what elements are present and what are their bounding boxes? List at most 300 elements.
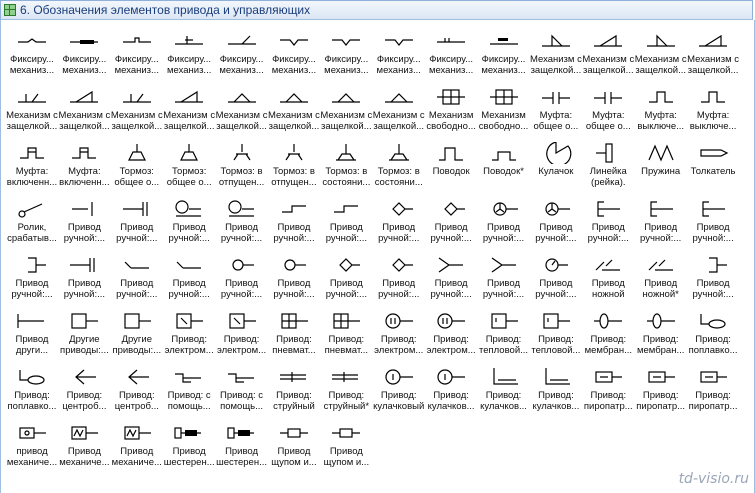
stencil-shape[interactable]: [320, 26, 372, 82]
shape-label: Привод: электром...: [374, 334, 424, 356]
manual-step-icon: [330, 198, 362, 220]
fix-vee-icon: [383, 30, 415, 52]
fix-check-icon: [226, 30, 258, 52]
brake-engaged-icon: [383, 142, 415, 164]
stencil-shape[interactable]: [530, 194, 582, 250]
mech-wave-icon: [68, 422, 100, 444]
watermark: td-visio.ru: [678, 471, 749, 487]
stencil-shape[interactable]: [320, 138, 372, 194]
jet-icon: [330, 366, 362, 388]
shape-label: Привод: кулачков...: [532, 390, 580, 412]
centrifugal-icon: [121, 366, 153, 388]
brake-engaged-icon: [330, 142, 362, 164]
shape-label: Механизм с защелкой...: [110, 110, 163, 132]
shape-label: Привод ручной:...: [430, 278, 472, 300]
pneumatic-icon: [278, 310, 310, 332]
stencil-shape[interactable]: [478, 26, 530, 82]
shape-label: Фиксиру... механиз...: [324, 54, 369, 76]
stencil-shape[interactable]: [216, 82, 268, 138]
stencil-shape[interactable]: [425, 306, 477, 362]
freewheel-cross-icon: [435, 86, 467, 108]
stencil-shape[interactable]: [687, 306, 739, 362]
shape-label: Муфта: выключе...: [689, 110, 737, 132]
stencil-shape[interactable]: [58, 362, 110, 418]
shape-label: Привод ручной:...: [482, 278, 525, 300]
helper-drive-icon: [226, 366, 258, 388]
shape-label: Привод щупом и...: [323, 446, 370, 468]
shape-label: Привод ручной:...: [168, 278, 210, 300]
pneumatic-icon: [330, 310, 362, 332]
manual-handwheel-icon: [173, 198, 205, 220]
shape-label: Привод механиче...: [111, 446, 162, 468]
shape-label: Привод ручной:...: [11, 278, 53, 300]
shape-label: Привод: тепловой...: [478, 334, 529, 356]
gear-drive-icon: [173, 422, 205, 444]
shape-label: Механизм с защелкой...: [320, 110, 373, 132]
latch-ramp-icon: [68, 86, 100, 108]
latch-ramp-icon: [173, 86, 205, 108]
foot-drive-icon: [645, 254, 677, 276]
stencil-titlebar[interactable]: [0, 0, 753, 20]
latch-triangle-icon: [645, 30, 677, 52]
shape-label: Привод ручной:...: [116, 222, 158, 244]
stencil-shape[interactable]: [163, 194, 215, 250]
shape-label: Привод ручной:...: [325, 222, 367, 244]
shape-label: Муфта: общее о...: [585, 110, 631, 132]
shape-label: Привод ручной:...: [273, 278, 315, 300]
shape-label: Пружина: [641, 166, 681, 177]
shape-label: Фиксиру... механиз...: [376, 54, 421, 76]
stencil-shape[interactable]: [58, 138, 110, 194]
shape-label: Привод: электром...: [217, 334, 267, 356]
shape-label: Привод ножной: [591, 278, 625, 300]
gear-drive-icon: [226, 422, 258, 444]
stencil-shape[interactable]: [268, 250, 320, 306]
shape-label: привод механиче...: [6, 446, 58, 468]
manual-wheel-icon: [540, 198, 572, 220]
shape-label: Привод ручной:...: [273, 222, 315, 244]
stencil-shape[interactable]: [6, 418, 58, 474]
manual-circle-icon: [278, 254, 310, 276]
clutch-off-icon: [645, 86, 677, 108]
stencil-shape[interactable]: [111, 362, 163, 418]
foot-drive-icon: [592, 254, 624, 276]
stencil-shape[interactable]: [6, 26, 58, 82]
stencil-shape[interactable]: [425, 194, 477, 250]
manual-step-icon: [278, 198, 310, 220]
stencil-shape[interactable]: [268, 306, 320, 362]
shape-label: Механизм с защелкой...: [268, 110, 320, 132]
shape-label: Привод: центроб...: [62, 390, 107, 412]
electromagnet-icon: [173, 310, 205, 332]
shape-label: Тормоз: в отпущен...: [271, 166, 317, 188]
stencil-shape[interactable]: [163, 418, 215, 474]
stencil-shape[interactable]: [320, 306, 372, 362]
manual-bracket-icon: [697, 254, 729, 276]
stencil-shape[interactable]: [6, 250, 58, 306]
stencil-shape[interactable]: [373, 250, 425, 306]
stencil-shape[interactable]: [58, 26, 110, 82]
shape-label: Механизм с защелкой...: [372, 110, 425, 132]
manual-fork-icon: [435, 254, 467, 276]
stencil-shape[interactable]: [163, 138, 215, 194]
thermal-icon: [540, 310, 572, 332]
shape-label: Механизм с защелкой...: [215, 110, 268, 132]
stencil-shape[interactable]: [582, 26, 634, 82]
shape-label: Привод: пиропатр...: [636, 390, 686, 412]
pyro-icon: [592, 366, 624, 388]
shape-label: Привод: кулачков...: [480, 390, 527, 412]
fix-twin-icon: [435, 30, 467, 52]
shape-label: Кулачок: [538, 166, 574, 177]
shape-label: Поводок*: [483, 166, 524, 177]
shape-label: Привод шестерен...: [216, 446, 268, 468]
manual-slash-icon: [173, 254, 205, 276]
motor-icon: [435, 310, 467, 332]
helper-drive-icon: [173, 366, 205, 388]
stencil-shape[interactable]: [111, 250, 163, 306]
stencil-shape[interactable]: [478, 138, 530, 194]
shape-label: Привод ручной:...: [430, 222, 472, 244]
freewheel-cross-icon: [488, 86, 520, 108]
stencil-shape[interactable]: [478, 250, 530, 306]
shape-label: Привод: струйный: [273, 390, 315, 412]
stencil-shape[interactable]: [6, 194, 58, 250]
stencil-shape[interactable]: [425, 82, 477, 138]
stencil-shape[interactable]: [268, 26, 320, 82]
stencil-shape[interactable]: [6, 306, 58, 362]
latch-ramp-icon: [697, 30, 729, 52]
stencil-shape[interactable]: [687, 26, 739, 82]
shape-label: Привод ручной:...: [378, 278, 420, 300]
stencil-shape[interactable]: [478, 362, 530, 418]
manual-wheel-icon: [488, 198, 520, 220]
shape-label: Привод ручной:...: [220, 222, 263, 244]
stencil-shape[interactable]: [111, 418, 163, 474]
spring-icon: [645, 142, 677, 164]
mech-box-icon: [16, 422, 48, 444]
shape-label: Механизм с защелкой...: [687, 54, 739, 76]
shape-label: Муфта: включенн...: [6, 166, 58, 188]
stencil-icon: [4, 4, 16, 16]
membrane-icon: [645, 310, 677, 332]
shape-label: Тормоз: общее о...: [114, 166, 160, 188]
stencil-shape[interactable]: [216, 194, 268, 250]
stencil-shape[interactable]: [58, 418, 110, 474]
stencil-shape[interactable]: [635, 250, 687, 306]
mech-wave-icon: [121, 422, 153, 444]
stencil-shape[interactable]: [530, 138, 582, 194]
latch-double-icon: [383, 86, 415, 108]
stencil-shape[interactable]: [111, 26, 163, 82]
stencil-shape[interactable]: [373, 306, 425, 362]
shape-label: Механизм свободно...: [426, 110, 476, 132]
stencil-shape[interactable]: [373, 82, 425, 138]
stencil-shape[interactable]: [687, 194, 739, 250]
cam-icon: [540, 142, 572, 164]
latch-double-icon: [278, 86, 310, 108]
shape-label: Фиксиру... механиз...: [166, 54, 212, 76]
latch-bar-icon: [16, 86, 48, 108]
manual-diamond-icon: [383, 254, 415, 276]
stencil-shape[interactable]: [425, 250, 477, 306]
shape-label: Привод: кулачков...: [427, 390, 475, 412]
shape-label: Механизм с защелкой...: [529, 54, 582, 76]
brake-released-icon: [278, 142, 310, 164]
latch-triangle-icon: [540, 30, 572, 52]
manual-handwheel-icon: [226, 198, 258, 220]
shape-label: Привод: с помощь...: [220, 390, 264, 412]
stencil-shape[interactable]: [530, 82, 582, 138]
stencil-shape[interactable]: [635, 82, 687, 138]
stencil-shape[interactable]: [582, 362, 634, 418]
latch-double-icon: [330, 86, 362, 108]
stencil-shape[interactable]: [530, 306, 582, 362]
shape-label: Привод щупом и...: [271, 446, 317, 468]
stencil-shape[interactable]: [635, 306, 687, 362]
clutch-off-icon: [697, 86, 729, 108]
shape-label: Привод ручной:...: [640, 222, 682, 244]
shape-label: Привод механиче...: [59, 446, 110, 468]
shape-label: Привод ручной:...: [692, 222, 734, 244]
latch-bar-icon: [121, 86, 153, 108]
stencil-shape[interactable]: [320, 362, 372, 418]
shape-label: Привод други...: [15, 334, 49, 356]
probe-icon: [330, 422, 362, 444]
float-icon: [697, 310, 729, 332]
pyro-icon: [697, 366, 729, 388]
shape-label: Муфта: выключе...: [637, 110, 685, 132]
shape-label: Привод: поплавко...: [7, 390, 57, 412]
shape-label: Привод ручной:...: [220, 278, 263, 300]
shape-label: Привод ручной:...: [692, 278, 734, 300]
shape-label: Механизм с защелкой...: [634, 54, 687, 76]
shape-label: Другие приводы:...: [112, 334, 162, 356]
stencil-shape[interactable]: [635, 138, 687, 194]
shape-label: Механизм свободно...: [478, 110, 529, 132]
shape-label: Привод: струйный*: [323, 390, 370, 412]
fix-vee-icon: [330, 30, 362, 52]
brake-icon: [121, 142, 153, 164]
manual-drive-icon: [68, 198, 100, 220]
shape-label: Тормоз: в состояни...: [322, 166, 371, 188]
brake-released-icon: [226, 142, 258, 164]
stencil-shape[interactable]: [268, 82, 320, 138]
clutch-on-icon: [16, 142, 48, 164]
shape-label: Привод ручной:...: [325, 278, 367, 300]
square-drive-icon: [68, 310, 100, 332]
shape-label: Механизм с защелкой...: [58, 110, 111, 132]
stencil-shape[interactable]: [687, 138, 739, 194]
stencil-shape[interactable]: [373, 138, 425, 194]
shape-label: Муфта: общее о...: [533, 110, 579, 132]
stencil-shape[interactable]: [582, 250, 634, 306]
shape-label: Привод: пневмат...: [272, 334, 316, 356]
membrane-icon: [592, 310, 624, 332]
stencil-shape[interactable]: [425, 362, 477, 418]
shape-label: Привод: центроб...: [114, 390, 159, 412]
carrier-icon: [435, 142, 467, 164]
stencil-shape[interactable]: [478, 306, 530, 362]
pusher-icon: [697, 142, 729, 164]
stencil-shape[interactable]: [478, 194, 530, 250]
shape-label: Привод: пиропатр...: [688, 390, 738, 412]
stencil-shape[interactable]: [635, 362, 687, 418]
stencil-shape[interactable]: [216, 138, 268, 194]
stencil-shape[interactable]: [687, 82, 739, 138]
fix-tee-icon: [173, 30, 205, 52]
clutch-gap-icon: [540, 86, 572, 108]
jet-icon: [278, 366, 310, 388]
stencil-shape[interactable]: [58, 194, 110, 250]
manual-bar-icon: [121, 198, 153, 220]
manual-fork-icon: [488, 254, 520, 276]
stencil-shape[interactable]: [582, 194, 634, 250]
float-icon: [16, 366, 48, 388]
stencil-shape[interactable]: [58, 250, 110, 306]
manual-gauge-icon: [540, 254, 572, 276]
stencil-shapes-panel: [0, 20, 755, 493]
shape-label: Привод: пневмат...: [324, 334, 369, 356]
manual-bracket-icon: [16, 254, 48, 276]
shape-label: Фиксиру... механиз...: [114, 54, 159, 76]
probe-icon: [278, 422, 310, 444]
clutch-on-icon: [68, 142, 100, 164]
shape-label: Механизм с защелкой...: [163, 110, 216, 132]
shape-label: Привод ручной:...: [587, 222, 629, 244]
shape-label: Привод ножной*: [642, 278, 679, 300]
stencil-shape[interactable]: [373, 362, 425, 418]
shape-label: Привод шестерен...: [163, 446, 215, 468]
centrifugal-icon: [68, 366, 100, 388]
shape-label: Привод ручной:...: [482, 222, 525, 244]
stencil-shape[interactable]: [320, 82, 372, 138]
shape-label: Привод: мембран...: [584, 334, 632, 356]
stencil-shape[interactable]: [320, 250, 372, 306]
cam-drive-icon: [435, 366, 467, 388]
stencil-shape[interactable]: [216, 418, 268, 474]
shape-label: Привод ручной:...: [378, 222, 420, 244]
stencil-shape[interactable]: [582, 138, 634, 194]
thermal-icon: [488, 310, 520, 332]
stencil-shape[interactable]: [320, 418, 372, 474]
stencil-shape[interactable]: [373, 194, 425, 250]
stencil-shape[interactable]: [111, 82, 163, 138]
shape-label: Поводок: [432, 166, 470, 177]
shape-label: Привод ручной:...: [63, 278, 106, 300]
stencil-shape[interactable]: [687, 250, 739, 306]
shape-label: Привод: электром...: [426, 334, 476, 356]
stencil-shape[interactable]: [268, 138, 320, 194]
stencil-shape[interactable]: [268, 362, 320, 418]
stencil-shape[interactable]: [111, 194, 163, 250]
manual-circle-icon: [226, 254, 258, 276]
stencil-shape[interactable]: [530, 250, 582, 306]
stencil-shape[interactable]: [163, 26, 215, 82]
manual-e-icon: [645, 198, 677, 220]
shape-label: Тормоз: в отпущен...: [218, 166, 265, 188]
stencil-shape[interactable]: [163, 82, 215, 138]
stencil-shape[interactable]: [530, 362, 582, 418]
stencil-shape[interactable]: [163, 362, 215, 418]
stencil-shape[interactable]: [216, 26, 268, 82]
stencil-shape[interactable]: [58, 306, 110, 362]
fix-vee-icon: [278, 30, 310, 52]
shape-label: Привод ручной:...: [535, 222, 577, 244]
manual-bar-icon: [68, 254, 100, 276]
stencil-shape[interactable]: [216, 306, 268, 362]
shape-label: Механизм с защелкой...: [582, 54, 635, 76]
cam-corner-icon: [488, 366, 520, 388]
stencil-shape[interactable]: [687, 362, 739, 418]
stencil-shape[interactable]: [635, 26, 687, 82]
shape-label: Фиксиру... механиз...: [481, 54, 526, 76]
manual-e-icon: [592, 198, 624, 220]
stencil-shape[interactable]: [163, 306, 215, 362]
stencil-shape[interactable]: [478, 82, 530, 138]
shape-label: Фиксиру... механиз...: [62, 54, 107, 76]
shape-label: Привод: электром...: [164, 334, 214, 356]
shape-label: Привод ручной:...: [168, 222, 210, 244]
shape-grid: [6, 26, 739, 474]
stencil-shape[interactable]: [6, 362, 58, 418]
stencil-shape[interactable]: [58, 82, 110, 138]
stencil-shape[interactable]: [320, 194, 372, 250]
fix-step-icon: [121, 30, 153, 52]
shape-label: Толкатель: [690, 166, 736, 177]
other-drive-icon: [16, 310, 48, 332]
stencil-shape[interactable]: [6, 82, 58, 138]
stencil-shape[interactable]: [530, 26, 582, 82]
stencil-shape[interactable]: [425, 138, 477, 194]
stencil-shape[interactable]: [268, 194, 320, 250]
stencil-shape[interactable]: [268, 418, 320, 474]
shape-label: Тормоз: общее о...: [166, 166, 212, 188]
stencil-shape[interactable]: [425, 26, 477, 82]
shape-label: Фиксиру... механиз...: [271, 54, 317, 76]
stencil-shape[interactable]: [582, 306, 634, 362]
fix-twinbar-icon: [488, 30, 520, 52]
shape-label: Привод: поплавко...: [688, 334, 738, 356]
stencil-shape[interactable]: [373, 26, 425, 82]
stencil-shape[interactable]: [216, 362, 268, 418]
shape-label: Привод: мембран...: [636, 334, 685, 356]
shape-label: Механизм с защелкой...: [6, 110, 58, 132]
stencil-shape[interactable]: [111, 306, 163, 362]
stencil-shape[interactable]: [635, 194, 687, 250]
stencil-shape[interactable]: [6, 138, 58, 194]
stencil-title: 6. Обозначения элементов привода и управляющих: [20, 3, 311, 17]
manual-e-icon: [697, 198, 729, 220]
rack-icon: [592, 142, 624, 164]
square-drive-icon: [121, 310, 153, 332]
manual-diamond-icon: [435, 198, 467, 220]
cam-corner-icon: [540, 366, 572, 388]
roller-icon: [16, 198, 48, 220]
cam-drive-icon: [383, 366, 415, 388]
stencil-shape[interactable]: [582, 82, 634, 138]
shape-label: Привод ручной:...: [116, 278, 158, 300]
shape-label: Привод ручной:...: [63, 222, 106, 244]
electromagnet-icon: [226, 310, 258, 332]
stencil-shape[interactable]: [216, 250, 268, 306]
clutch-gap-icon: [592, 86, 624, 108]
stencil-shape[interactable]: [111, 138, 163, 194]
stencil-shape[interactable]: [163, 250, 215, 306]
motor-icon: [383, 310, 415, 332]
shape-label: Привод: с помощь...: [167, 390, 211, 412]
manual-diamond-icon: [383, 198, 415, 220]
